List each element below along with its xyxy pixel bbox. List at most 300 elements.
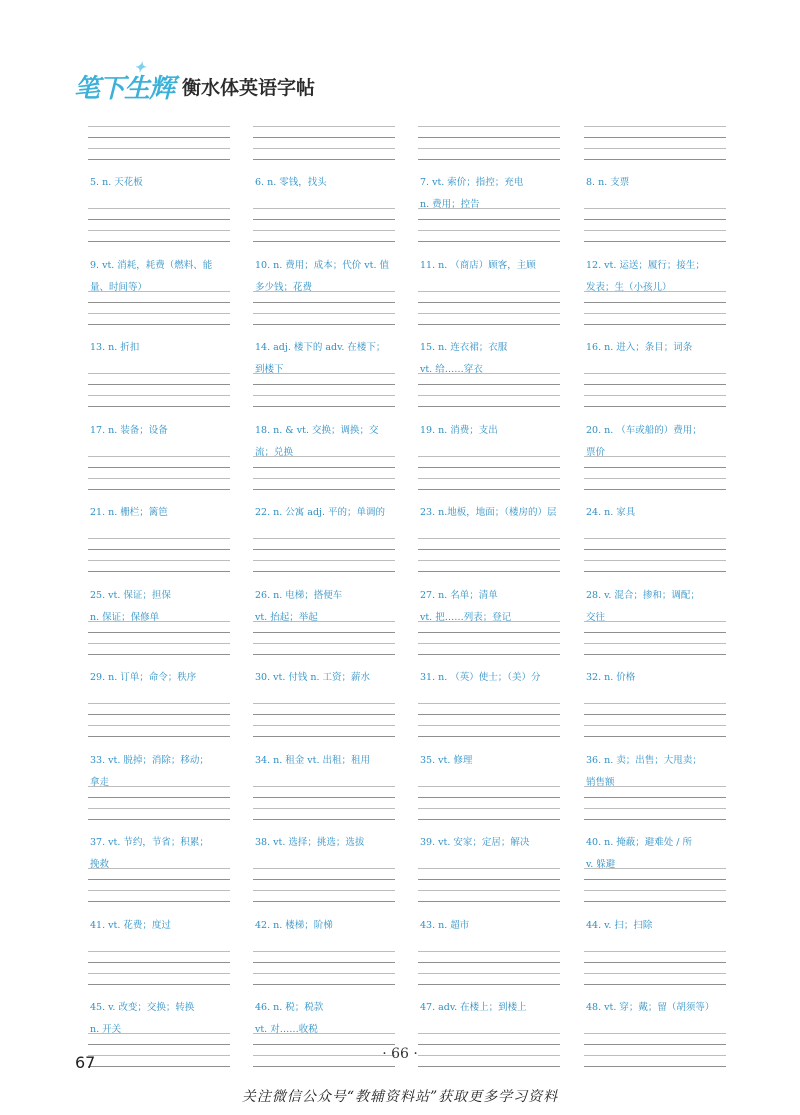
vocab-entry (253, 507, 395, 596)
writing-guide-line (418, 890, 560, 891)
vocab-entry (418, 754, 560, 844)
entry-definition-cont: vt. 抬起；举起 (255, 611, 318, 623)
writing-guide-line (418, 632, 560, 633)
writing-guide-line (88, 654, 230, 655)
writing-guide-line (88, 571, 230, 572)
writing-guide-line (418, 538, 560, 539)
writing-guide-line (253, 1033, 395, 1034)
writing-cell-top (88, 126, 230, 166)
writing-guide-line (584, 819, 726, 820)
writing-guide-line (253, 384, 395, 385)
entry-definition-cont: 拿走 (90, 776, 110, 788)
writing-guide-line (88, 984, 230, 985)
entry-definition: 32. n. 价格 (586, 672, 636, 683)
entry-definition: 29. n. 订单；命令；秩序 (90, 672, 197, 683)
vocab-entry (253, 177, 395, 266)
entry-definition-cont: 多少钱；花费 (255, 281, 313, 293)
writing-guide-line (418, 489, 560, 490)
writing-cell-top (418, 126, 560, 166)
writing-guide-line (88, 373, 230, 374)
writing-guide-line (253, 901, 395, 902)
vocab-entry (253, 754, 395, 844)
writing-guide-line (253, 395, 395, 396)
writing-guide-line (418, 879, 560, 880)
writing-guide-line (418, 302, 560, 303)
writing-guide-line (88, 148, 230, 149)
vocab-entry (253, 672, 395, 761)
writing-guide-line (253, 137, 395, 138)
writing-guide-line (584, 654, 726, 655)
writing-guide-line (88, 808, 230, 809)
writing-guide-line (253, 632, 395, 633)
vocab-entry (418, 259, 560, 349)
writing-guide-line (584, 703, 726, 704)
writing-guide-line (253, 973, 395, 974)
entry-definition: 10. n. 费用；成本；代价 vt. 值 (255, 259, 390, 271)
writing-guide-line (418, 549, 560, 550)
vocab-entry (418, 507, 560, 596)
writing-guide-line (253, 621, 395, 622)
writing-guide-line (253, 241, 395, 242)
writing-guide-line (88, 489, 230, 490)
writing-guide-line (253, 406, 395, 407)
writing-guide-line (88, 951, 230, 952)
vocab-entry (584, 259, 726, 349)
writing-guide-line (584, 951, 726, 952)
entry-definition: 22. n. 公寓 adj. 平的；单调的 (255, 507, 386, 518)
vocab-entry (418, 837, 560, 926)
writing-guide-line (88, 137, 230, 138)
vocab-entry (418, 672, 560, 761)
writing-guide-line (418, 951, 560, 952)
writing-guide-line (88, 467, 230, 468)
entry-definition: 23. n.地板，地面；（楼房的）层 (420, 507, 557, 518)
writing-guide-line (418, 230, 560, 231)
writing-guide-line (88, 241, 230, 242)
entry-definition: 16. n. 进入；条目；词条 (586, 342, 693, 353)
writing-guide-line (418, 373, 560, 374)
writing-guide-line (88, 725, 230, 726)
writing-guide-line (88, 230, 230, 231)
entry-definition-cont: n. 保证；保修单 (90, 611, 160, 623)
writing-guide-line (88, 868, 230, 869)
writing-guide-line (253, 148, 395, 149)
vocab-entry (253, 259, 395, 349)
writing-guide-line (253, 736, 395, 737)
writing-guide-line (88, 1033, 230, 1034)
writing-guide-line (88, 714, 230, 715)
writing-guide-line (584, 1044, 726, 1045)
writing-guide-line (418, 736, 560, 737)
writing-guide-line (584, 890, 726, 891)
writing-guide-line (253, 962, 395, 963)
vocab-entry (88, 919, 230, 1009)
writing-guide-line (253, 1066, 395, 1067)
entry-definition: 37. vt. 节约，节省；积累； (90, 837, 209, 848)
entry-definition: 21. n. 栅栏；篱笆 (90, 507, 168, 518)
vocab-entry (584, 177, 726, 266)
entry-definition: 5. n. 天花板 (90, 177, 143, 188)
writing-guide-line (584, 324, 726, 325)
writing-guide-line (584, 302, 726, 303)
writing-guide-line (584, 714, 726, 715)
entry-definition: 46. n. 税；税款 (255, 1002, 324, 1013)
writing-guide-line (88, 1044, 230, 1045)
writing-guide-line (253, 654, 395, 655)
entry-definition-cont: 交往 (586, 611, 606, 623)
writing-guide-line (88, 703, 230, 704)
writing-guide-line (418, 1044, 560, 1045)
entry-definition: 47. adv. 在楼上；到楼上 (420, 1002, 527, 1013)
entry-definition: 33. vt. 脱掉；消除；移动； (90, 754, 209, 766)
vocab-entry (418, 177, 560, 266)
writing-cell-top (253, 126, 395, 166)
writing-guide-line (418, 643, 560, 644)
entry-definition: 30. vt. 付钱 n. 工资；薪水 (255, 672, 371, 683)
writing-guide-line (253, 808, 395, 809)
entry-definition: 19. n. 消费；支出 (420, 424, 498, 436)
writing-guide-line (253, 643, 395, 644)
vocab-entry (584, 507, 726, 596)
writing-guide-line (584, 148, 726, 149)
writing-guide-line (418, 797, 560, 798)
entry-definition: 15. n. 连衣裙；衣服 (420, 342, 508, 353)
writing-guide-line (584, 291, 726, 292)
writing-guide-line (88, 384, 230, 385)
vocab-entry (418, 424, 560, 514)
writing-guide-line (418, 714, 560, 715)
vocab-entry (418, 919, 560, 1009)
writing-guide-line (418, 703, 560, 704)
writing-guide-line (253, 714, 395, 715)
writing-guide-line (253, 489, 395, 490)
writing-guide-line (253, 478, 395, 479)
entry-definition: 14. adj. 楼下的 adv. 在楼下； (255, 342, 386, 353)
writing-guide-line (584, 456, 726, 457)
entry-definition: 31. n. （英）使士；（美）分 (420, 672, 541, 683)
vocab-entry (88, 342, 230, 431)
writing-guide-line (88, 406, 230, 407)
writing-guide-line (584, 1066, 726, 1067)
writing-guide-line (253, 560, 395, 561)
entry-definition: 41. vt. 花费；度过 (90, 919, 171, 931)
entry-definition: 20. n. （车或船的）费用； (586, 424, 702, 436)
writing-guide-line (88, 879, 230, 880)
writing-guide-line (584, 406, 726, 407)
writing-guide-line (253, 951, 395, 952)
writing-guide-line (253, 302, 395, 303)
writing-guide-line (418, 571, 560, 572)
writing-guide-line (88, 962, 230, 963)
writing-guide-line (88, 478, 230, 479)
writing-guide-line (88, 901, 230, 902)
writing-guide-line (584, 478, 726, 479)
writing-guide-line (418, 324, 560, 325)
entry-definition: 12. vt. 运送；履行；接生； (586, 259, 705, 271)
vocab-entry (418, 589, 560, 679)
writing-guide-line (88, 632, 230, 633)
writing-guide-line (253, 373, 395, 374)
writing-guide-line (418, 901, 560, 902)
entry-definition-cont: 挽救 (90, 859, 110, 870)
entry-definition: 7. vt. 索价；指控；充电 (420, 177, 524, 188)
writing-guide-line (253, 324, 395, 325)
brand-logo: 笔下生辉 ✦ (74, 59, 175, 104)
entry-definition: 6. n. 零钱，找头 (255, 177, 327, 188)
writing-guide-line (418, 478, 560, 479)
vocab-entry (88, 259, 230, 349)
writing-guide-line (253, 159, 395, 160)
side-number: 67 (75, 1053, 96, 1072)
entry-definition-cont: 流；兑换 (255, 446, 294, 458)
writing-guide-line (584, 489, 726, 490)
writing-guide-line (584, 241, 726, 242)
writing-guide-line (418, 384, 560, 385)
writing-guide-line (418, 208, 560, 209)
entry-definition-cont: 发表；生（小孩儿） (586, 281, 672, 293)
page-number: · 66 · (382, 1046, 418, 1062)
writing-guide-line (253, 879, 395, 880)
writing-guide-line (418, 654, 560, 655)
writing-cell-top (584, 126, 726, 166)
writing-guide-line (253, 291, 395, 292)
entry-definition: 36. n. 卖；出售；大甩卖； (586, 754, 702, 766)
entry-definition: 17. n. 装备；设备 (90, 424, 168, 436)
writing-guide-line (584, 560, 726, 561)
vocab-entry (584, 342, 726, 431)
writing-guide-line (584, 159, 726, 160)
writing-guide-line (418, 159, 560, 160)
entry-definition-cont: vt. 对……收税 (255, 1024, 318, 1035)
writing-guide-line (88, 621, 230, 622)
writing-guide-line (418, 786, 560, 787)
vocab-entry (584, 754, 726, 844)
writing-guide-line (418, 148, 560, 149)
writing-guide-line (418, 725, 560, 726)
writing-guide-line (418, 560, 560, 561)
writing-guide-line (418, 819, 560, 820)
writing-guide-line (88, 456, 230, 457)
writing-guide-line (584, 879, 726, 880)
writing-guide-line (584, 313, 726, 314)
writing-guide-line (418, 456, 560, 457)
writing-guide-line (88, 324, 230, 325)
writing-guide-line (253, 786, 395, 787)
writing-guide-line (88, 890, 230, 891)
entry-definition: 25. vt. 保证；担保 (90, 589, 171, 601)
entry-definition: 13. n. 折扣 (90, 342, 140, 353)
writing-guide-line (253, 797, 395, 798)
wing-icon: ✦ (134, 59, 145, 76)
writing-guide-line (584, 549, 726, 550)
vocab-entry (88, 177, 230, 266)
writing-guide-line (88, 786, 230, 787)
vocab-entry (88, 424, 230, 514)
entry-definition: 18. n. & vt. 交换；调换；交 (255, 424, 379, 436)
writing-guide-line (88, 819, 230, 820)
writing-guide-line (418, 126, 560, 127)
writing-guide-line (584, 725, 726, 726)
writing-guide-line (253, 219, 395, 220)
writing-guide-line (253, 549, 395, 550)
footer-note: 关注微信公众号“教辅资料站”获取更多学习资料 (241, 1089, 559, 1105)
writing-guide-line (88, 208, 230, 209)
entry-definition: 45. v. 改变；交换；转换 (90, 1002, 195, 1013)
entry-definition: 44. v. 扫；扫除 (586, 919, 653, 931)
writing-guide-line (88, 1066, 230, 1067)
vocab-entry (253, 837, 395, 926)
writing-guide-line (418, 219, 560, 220)
writing-guide-line (88, 797, 230, 798)
writing-guide-line (253, 703, 395, 704)
vocab-entry (584, 672, 726, 761)
vocab-entry (253, 424, 395, 514)
entry-definition: 34. n. 租金 vt. 出租；租用 (255, 754, 371, 766)
vocab-entry (584, 424, 726, 514)
entry-definition: 27. n. 名单；清单 (420, 589, 498, 601)
writing-guide-line (88, 549, 230, 550)
entry-definition: 35. vt. 修理 (420, 754, 473, 766)
writing-guide-line (418, 962, 560, 963)
writing-guide-line (584, 868, 726, 869)
writing-guide-line (584, 126, 726, 127)
writing-guide-line (88, 159, 230, 160)
writing-guide-line (584, 137, 726, 138)
writing-guide-line (584, 786, 726, 787)
writing-guide-line (253, 1044, 395, 1045)
writing-guide-line (418, 241, 560, 242)
writing-guide-line (418, 291, 560, 292)
writing-guide-line (253, 725, 395, 726)
entry-definition: 9. vt. 消耗，耗费（燃料、能 (90, 259, 213, 271)
writing-guide-line (584, 1033, 726, 1034)
entry-definition: 26. n. 电梯；搭便车 (255, 589, 343, 601)
writing-guide-line (253, 984, 395, 985)
writing-guide-line (253, 126, 395, 127)
writing-guide-line (253, 538, 395, 539)
entry-definition-cont: 到楼下 (255, 364, 284, 375)
writing-guide-line (584, 384, 726, 385)
writing-guide-line (418, 395, 560, 396)
writing-guide-line (584, 643, 726, 644)
vocab-entry (88, 672, 230, 761)
writing-guide-line (584, 736, 726, 737)
vocab-entry (418, 342, 560, 431)
entry-definition-cont: v. 躲避 (586, 859, 616, 870)
writing-guide-line (253, 819, 395, 820)
writing-guide-line (253, 230, 395, 231)
writing-guide-line (88, 643, 230, 644)
vocab-entry (584, 837, 726, 926)
writing-guide-line (253, 890, 395, 891)
writing-guide-line (584, 808, 726, 809)
entry-definition-cont: n. 开关 (90, 1024, 122, 1035)
writing-guide-line (584, 538, 726, 539)
writing-guide-line (418, 313, 560, 314)
entry-definition: 24. n. 家具 (586, 507, 636, 518)
vocab-entry (253, 342, 395, 431)
writing-guide-line (88, 126, 230, 127)
vocab-entry (584, 589, 726, 679)
entry-definition: 38. vt. 选择；挑选；选拔 (255, 837, 365, 848)
writing-guide-line (584, 797, 726, 798)
vocab-entry (253, 589, 395, 679)
entry-definition: 28. v. 混合；掺和；调配； (586, 589, 700, 601)
writing-guide-line (253, 313, 395, 314)
vocab-entry (253, 919, 395, 1009)
writing-guide-line (584, 901, 726, 902)
entry-definition-cont: 量、时间等） (90, 281, 148, 293)
writing-guide-line (418, 868, 560, 869)
writing-guide-line (584, 621, 726, 622)
writing-guide-line (584, 208, 726, 209)
writing-guide-line (418, 1066, 560, 1067)
brand-title: 衡水体英语字帖 (182, 76, 316, 99)
vocab-entry (584, 919, 726, 1009)
writing-guide-line (253, 456, 395, 457)
writing-guide-line (584, 571, 726, 572)
entry-definition-cont: 销售额 (586, 776, 615, 788)
vocab-entry (88, 754, 230, 844)
writing-guide-line (88, 395, 230, 396)
writing-guide-line (253, 868, 395, 869)
writing-guide-line (253, 467, 395, 468)
entry-definition: 8. n. 支票 (586, 177, 630, 188)
writing-guide-line (584, 467, 726, 468)
entry-definition: 39. vt. 安家；定居；解决 (420, 837, 530, 848)
entry-definition-cont: vt. 给……穿衣 (420, 364, 483, 375)
writing-guide-line (253, 571, 395, 572)
writing-guide-line (584, 962, 726, 963)
writing-guide-line (253, 208, 395, 209)
entry-definition-cont: n. 费用；控告 (420, 199, 480, 210)
entry-definition-cont: vt. 把……列表；登记 (420, 611, 512, 623)
writing-guide-line (584, 373, 726, 374)
writing-guide-line (584, 219, 726, 220)
writing-guide-line (88, 313, 230, 314)
writing-guide-line (418, 467, 560, 468)
writing-guide-line (584, 984, 726, 985)
writing-guide-line (584, 230, 726, 231)
writing-guide-line (418, 621, 560, 622)
writing-guide-line (418, 973, 560, 974)
writing-guide-line (88, 291, 230, 292)
vocab-entry (88, 837, 230, 926)
entry-definition: 48. vt. 穿；戴；留（胡须等） (586, 1002, 715, 1013)
entry-definition: 40. n. 掩蔽；避难处 / 所 (586, 837, 693, 848)
writing-guide-line (418, 137, 560, 138)
writing-guide-line (88, 302, 230, 303)
writing-guide-line (88, 736, 230, 737)
writing-guide-line (88, 219, 230, 220)
entry-definition: 43. n. 超市 (420, 919, 470, 931)
entry-definition: 42. n. 楼梯；阶梯 (255, 919, 333, 931)
writing-guide-line (418, 406, 560, 407)
writing-guide-line (418, 808, 560, 809)
vocab-entry (88, 507, 230, 596)
writing-guide-line (584, 395, 726, 396)
writing-guide-line (418, 1033, 560, 1034)
writing-guide-line (88, 538, 230, 539)
entry-definition-cont: 票价 (586, 446, 606, 458)
writing-guide-line (584, 632, 726, 633)
writing-guide-line (88, 973, 230, 974)
writing-guide-line (88, 560, 230, 561)
writing-guide-line (584, 973, 726, 974)
entry-definition: 11. n. （商店）顾客，主顾 (420, 259, 536, 271)
vocab-entry (88, 589, 230, 679)
writing-guide-line (418, 984, 560, 985)
